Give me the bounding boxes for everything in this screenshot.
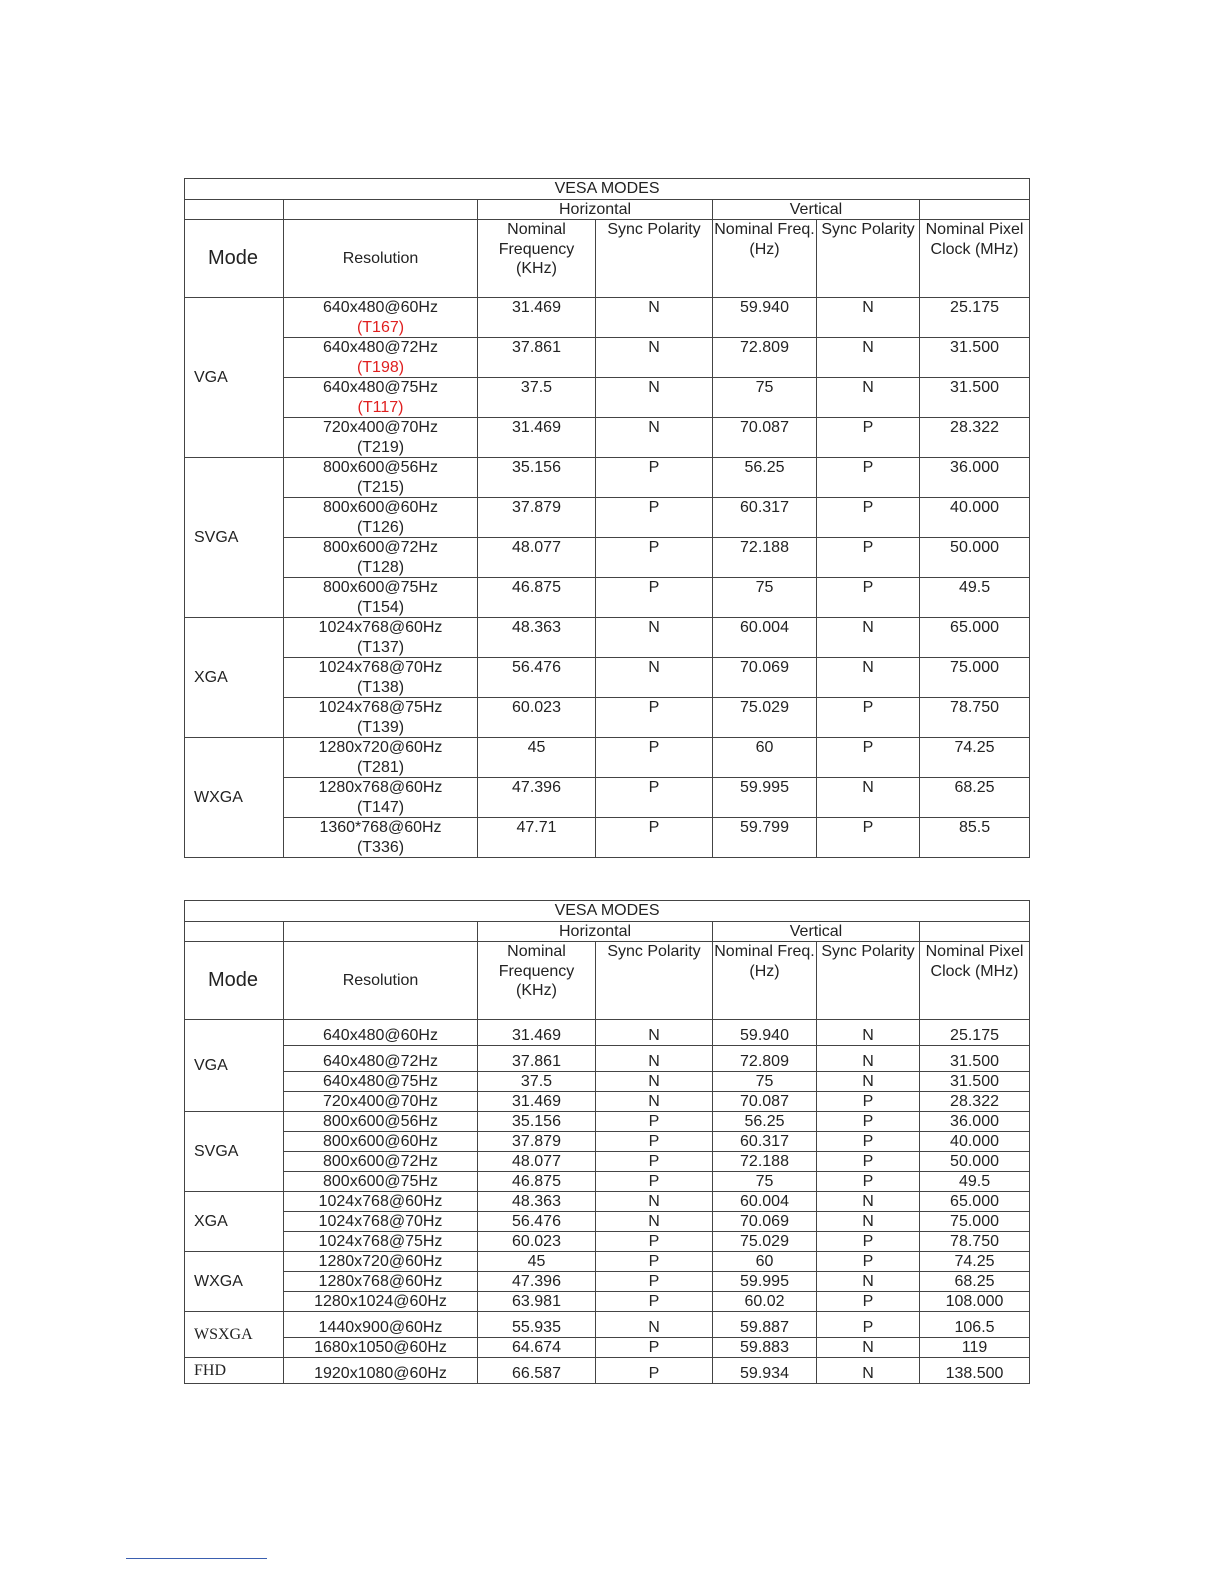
pixel-clock-cell: 50.000 — [920, 1152, 1030, 1172]
pixel-clock-cell: 31.500 — [920, 378, 1030, 418]
h-freq-cell: 37.861 — [478, 338, 596, 378]
timing-code: (T198) — [356, 358, 405, 376]
v-freq-cell: 60.317 — [713, 1132, 817, 1152]
h-freq-cell: 37.861 — [478, 1046, 596, 1072]
header-empty-cell — [185, 921, 284, 942]
h-sync-cell: N — [596, 1192, 713, 1212]
resolution-cell — [284, 338, 478, 378]
h-sync-cell: N — [596, 618, 713, 658]
pixel-clock-cell: 106.5 — [920, 1312, 1030, 1338]
pixel-clock-cell: 78.750 — [920, 698, 1030, 738]
header-empty-cell — [284, 199, 478, 220]
footnote-rule — [126, 1558, 267, 1559]
v-freq-cell: 59.799 — [713, 818, 817, 858]
h-sync-cell: P — [596, 458, 713, 498]
timing-code: (T117) — [357, 398, 404, 416]
resolution-value: 800x600@56Hz — [323, 459, 438, 476]
pixel-clock-cell: 75.000 — [920, 658, 1030, 698]
h-freq-cell: 66.587 — [478, 1358, 596, 1384]
pixel-clock-cell: 31.500 — [920, 1072, 1030, 1092]
pixel-clock-cell: 85.5 — [920, 818, 1030, 858]
v-freq-cell: 75 — [713, 1072, 817, 1092]
v-freq-cell: 70.087 — [713, 418, 817, 458]
table-row — [185, 738, 1030, 778]
resolution-cell — [284, 818, 478, 858]
h-freq-cell: 56.476 — [478, 658, 596, 698]
h-sync-cell: N — [596, 1212, 713, 1232]
v-freq-cell: 59.940 — [713, 298, 817, 338]
v-freq-cell: 59.883 — [713, 1338, 817, 1358]
h-sync-cell: P — [596, 738, 713, 778]
v-freq-column-header: Nominal Freq. (Hz) — [713, 942, 817, 1020]
h-freq-cell: 37.879 — [478, 498, 596, 538]
timing-code: (T281) — [356, 758, 405, 776]
v-freq-cell: 56.25 — [713, 458, 817, 498]
v-sync-column-header: Sync Polarity — [817, 942, 920, 1020]
h-freq-cell: 45 — [478, 1252, 596, 1272]
v-freq-cell: 60.004 — [713, 1192, 817, 1212]
h-sync-cell: N — [596, 418, 713, 458]
v-sync-cell: N — [817, 338, 920, 378]
pixel-clock-cell: 28.322 — [920, 418, 1030, 458]
resolution-value: 1024x768@60Hz — [318, 619, 443, 636]
resolution-cell: 1680x1050@60Hz — [284, 1338, 478, 1358]
h-sync-column-header: Sync Polarity — [596, 942, 713, 1020]
v-sync-cell: P — [817, 1152, 920, 1172]
timing-code: (T154) — [356, 598, 405, 616]
header-empty-cell — [185, 199, 284, 220]
pixel-clock-cell: 31.500 — [920, 1046, 1030, 1072]
h-freq-cell: 31.469 — [478, 1092, 596, 1112]
resolution-cell — [284, 658, 478, 698]
v-sync-cell: P — [817, 1132, 920, 1152]
h-sync-cell: P — [596, 578, 713, 618]
pixel-clock-cell: 68.25 — [920, 1272, 1030, 1292]
header-empty-cell — [920, 199, 1030, 220]
v-sync-cell: P — [817, 1312, 920, 1338]
v-sync-cell: P — [817, 1292, 920, 1312]
v-sync-cell: N — [817, 658, 920, 698]
v-freq-cell: 59.995 — [713, 1272, 817, 1292]
vesa-modes-table-timing — [184, 178, 1030, 858]
v-freq-cell: 75 — [713, 1172, 817, 1192]
timing-code: (T336) — [356, 838, 405, 856]
h-freq-column-header: Nominal Frequency (KHz) — [478, 942, 596, 1020]
v-sync-cell: N — [817, 298, 920, 338]
timing-code: (T139) — [356, 718, 405, 736]
table-row — [185, 1338, 1030, 1358]
resolution-cell — [284, 538, 478, 578]
h-freq-cell: 60.023 — [478, 698, 596, 738]
header-empty-cell — [284, 921, 478, 942]
h-freq-cell: 46.875 — [478, 1172, 596, 1192]
h-sync-cell: P — [596, 1358, 713, 1384]
v-sync-cell: N — [817, 1020, 920, 1046]
table-title: VESA MODES — [185, 901, 1030, 922]
h-sync-cell: P — [596, 1132, 713, 1152]
h-sync-cell: P — [596, 1152, 713, 1172]
h-sync-cell: P — [596, 1338, 713, 1358]
v-freq-cell: 75.029 — [713, 698, 817, 738]
pixel-clock-column-header: Nominal Pixel Clock (MHz) — [920, 942, 1030, 1020]
v-freq-cell: 72.809 — [713, 338, 817, 378]
v-sync-cell: N — [817, 1338, 920, 1358]
v-freq-cell: 60 — [713, 738, 817, 778]
table-row — [185, 698, 1030, 738]
h-freq-cell: 47.71 — [478, 818, 596, 858]
resolution-cell — [284, 738, 478, 778]
resolution-value: 1360*768@60Hz — [319, 819, 442, 836]
resolution-cell: 1920x1080@60Hz — [284, 1358, 478, 1384]
h-freq-cell: 60.023 — [478, 1232, 596, 1252]
resolution-value: 640x480@75Hz — [323, 379, 438, 396]
v-sync-cell: P — [817, 1092, 920, 1112]
table-row — [185, 378, 1030, 418]
table-title: VESA MODES — [185, 179, 1030, 200]
h-sync-cell: P — [596, 538, 713, 578]
table-row — [185, 1152, 1030, 1172]
v-freq-cell: 70.069 — [713, 658, 817, 698]
h-sync-cell: P — [596, 698, 713, 738]
resolution-value: 800x600@75Hz — [323, 579, 438, 596]
v-freq-cell: 59.995 — [713, 778, 817, 818]
h-sync-cell: N — [596, 1046, 713, 1072]
table-row — [185, 1112, 1030, 1132]
h-sync-cell: P — [596, 818, 713, 858]
h-sync-cell: P — [596, 1252, 713, 1272]
mode-group-label: VGA — [185, 1020, 284, 1112]
v-sync-cell: P — [817, 1252, 920, 1272]
table-row — [185, 1252, 1030, 1272]
resolution-cell — [284, 498, 478, 538]
pixel-clock-cell: 49.5 — [920, 578, 1030, 618]
v-sync-cell: N — [817, 778, 920, 818]
h-sync-cell: N — [596, 1092, 713, 1112]
pixel-clock-cell: 65.000 — [920, 1192, 1030, 1212]
h-sync-cell: N — [596, 1072, 713, 1092]
table-row — [185, 1292, 1030, 1312]
table-row — [185, 658, 1030, 698]
h-freq-cell: 48.363 — [478, 1192, 596, 1212]
v-sync-cell: N — [817, 1272, 920, 1292]
resolution-cell: 1024x768@75Hz — [284, 1232, 478, 1252]
table-row — [185, 778, 1030, 818]
h-freq-column-header: Nominal Frequency (KHz) — [478, 220, 596, 298]
resolution-value: 1024x768@70Hz — [318, 659, 443, 676]
table-row — [185, 1020, 1030, 1046]
mode-column-header: Mode — [185, 942, 284, 1020]
h-sync-cell: N — [596, 1020, 713, 1046]
h-sync-cell: P — [596, 1112, 713, 1132]
resolution-cell: 1280x1024@60Hz — [284, 1292, 478, 1312]
v-sync-cell: P — [817, 698, 920, 738]
pixel-clock-cell: 25.175 — [920, 298, 1030, 338]
v-freq-cell: 56.25 — [713, 1112, 817, 1132]
v-sync-cell: N — [817, 1072, 920, 1092]
v-sync-cell: P — [817, 1172, 920, 1192]
v-freq-cell: 59.887 — [713, 1312, 817, 1338]
timing-code: (T215) — [356, 478, 405, 496]
table-row — [185, 418, 1030, 458]
h-freq-cell: 64.674 — [478, 1338, 596, 1358]
v-freq-cell: 60.004 — [713, 618, 817, 658]
resolution-value: 1280x768@60Hz — [318, 779, 443, 796]
table-row — [185, 1232, 1030, 1252]
v-sync-cell: P — [817, 738, 920, 778]
h-freq-cell: 46.875 — [478, 578, 596, 618]
resolution-cell: 1024x768@60Hz — [284, 1192, 478, 1212]
h-freq-cell: 55.935 — [478, 1312, 596, 1338]
v-freq-cell: 75.029 — [713, 1232, 817, 1252]
v-sync-cell: P — [817, 418, 920, 458]
resolution-cell: 640x480@60Hz — [284, 1020, 478, 1046]
resolution-cell — [284, 458, 478, 498]
table-row — [185, 458, 1030, 498]
timing-code: (T147) — [356, 798, 405, 816]
vesa-modes-table-summary — [184, 900, 1030, 1384]
horizontal-group-header: Horizontal — [478, 921, 713, 942]
resolution-value: 640x480@60Hz — [323, 299, 438, 316]
pixel-clock-cell: 50.000 — [920, 538, 1030, 578]
h-freq-cell: 45 — [478, 738, 596, 778]
v-freq-cell: 70.087 — [713, 1092, 817, 1112]
pixel-clock-cell: 25.175 — [920, 1020, 1030, 1046]
table-row — [185, 298, 1030, 338]
resolution-cell: 800x600@75Hz — [284, 1172, 478, 1192]
resolution-cell: 800x600@60Hz — [284, 1132, 478, 1152]
h-freq-cell: 48.077 — [478, 538, 596, 578]
header-empty-cell — [920, 921, 1030, 942]
h-freq-cell: 31.469 — [478, 1020, 596, 1046]
table-row — [185, 1312, 1030, 1338]
v-sync-cell: P — [817, 1112, 920, 1132]
v-sync-cell: N — [817, 378, 920, 418]
pixel-clock-cell: 40.000 — [920, 1132, 1030, 1152]
v-freq-cell: 72.188 — [713, 1152, 817, 1172]
table-row — [185, 578, 1030, 618]
mode-group-label: XGA — [185, 1192, 284, 1252]
mode-group-label: WXGA — [185, 1252, 284, 1312]
resolution-cell: 640x480@75Hz — [284, 1072, 478, 1092]
h-sync-cell: P — [596, 1172, 713, 1192]
v-freq-cell: 59.934 — [713, 1358, 817, 1384]
h-sync-column-header: Sync Polarity — [596, 220, 713, 298]
pixel-clock-cell: 36.000 — [920, 458, 1030, 498]
table-row — [185, 1092, 1030, 1112]
mode-group-label: FHD — [185, 1358, 284, 1384]
timing-code: (T219) — [356, 438, 405, 456]
v-sync-cell: P — [817, 458, 920, 498]
resolution-cell — [284, 778, 478, 818]
mode-group-label: SVGA — [185, 458, 284, 618]
timing-code: (T137) — [356, 638, 405, 656]
pixel-clock-column-header: Nominal Pixel Clock (MHz) — [920, 220, 1030, 298]
v-sync-cell: N — [817, 1358, 920, 1384]
pixel-clock-cell: 68.25 — [920, 778, 1030, 818]
pixel-clock-cell: 65.000 — [920, 618, 1030, 658]
resolution-cell: 1280x720@60Hz — [284, 1252, 478, 1272]
v-freq-cell: 72.809 — [713, 1046, 817, 1072]
pixel-clock-cell: 119 — [920, 1338, 1030, 1358]
v-sync-cell: P — [817, 538, 920, 578]
resolution-cell: 800x600@56Hz — [284, 1112, 478, 1132]
v-freq-column-header: Nominal Freq. (Hz) — [713, 220, 817, 298]
resolution-value: 1280x720@60Hz — [318, 739, 443, 756]
pixel-clock-cell: 78.750 — [920, 1232, 1030, 1252]
resolution-column-header: Resolution — [284, 220, 478, 298]
resolution-cell — [284, 578, 478, 618]
resolution-cell: 1024x768@70Hz — [284, 1212, 478, 1232]
table-row — [185, 498, 1030, 538]
h-sync-cell: N — [596, 1312, 713, 1338]
table-row — [185, 538, 1030, 578]
horizontal-group-header: Horizontal — [478, 199, 713, 220]
table-row — [185, 1172, 1030, 1192]
resolution-cell: 640x480@72Hz — [284, 1046, 478, 1072]
table-row — [185, 1212, 1030, 1232]
resolution-cell: 800x600@72Hz — [284, 1152, 478, 1172]
table-row — [185, 338, 1030, 378]
pixel-clock-cell: 74.25 — [920, 738, 1030, 778]
resolution-cell — [284, 378, 478, 418]
h-freq-cell: 37.5 — [478, 378, 596, 418]
v-sync-cell: P — [817, 1232, 920, 1252]
timing-code: (T138) — [356, 678, 405, 696]
h-freq-cell: 37.879 — [478, 1132, 596, 1152]
mode-group-label: SVGA — [185, 1112, 284, 1192]
h-freq-cell: 48.077 — [478, 1152, 596, 1172]
resolution-cell — [284, 618, 478, 658]
table-row — [185, 818, 1030, 858]
v-freq-cell: 75 — [713, 378, 817, 418]
h-freq-cell: 56.476 — [478, 1212, 596, 1232]
table-row — [185, 1046, 1030, 1072]
h-freq-cell: 35.156 — [478, 1112, 596, 1132]
pixel-clock-cell: 138.500 — [920, 1358, 1030, 1384]
h-sync-cell: P — [596, 498, 713, 538]
timing-code: (T128) — [356, 558, 405, 576]
mode-group-label: VGA — [185, 298, 284, 458]
h-sync-cell: P — [596, 778, 713, 818]
v-freq-cell: 60.317 — [713, 498, 817, 538]
h-freq-cell: 47.396 — [478, 778, 596, 818]
resolution-cell — [284, 298, 478, 338]
timing-code: (T126) — [356, 518, 405, 536]
v-sync-column-header: Sync Polarity — [817, 220, 920, 298]
h-sync-cell: N — [596, 378, 713, 418]
pixel-clock-cell: 49.5 — [920, 1172, 1030, 1192]
resolution-cell: 720x400@70Hz — [284, 1092, 478, 1112]
resolution-cell — [284, 418, 478, 458]
h-sync-cell: N — [596, 338, 713, 378]
v-sync-cell: P — [817, 818, 920, 858]
pixel-clock-cell: 40.000 — [920, 498, 1030, 538]
resolution-column-header: Resolution — [284, 942, 478, 1020]
v-sync-cell: P — [817, 578, 920, 618]
table-row — [185, 1358, 1030, 1384]
v-sync-cell: N — [817, 1046, 920, 1072]
table-row — [185, 618, 1030, 658]
h-freq-cell: 63.981 — [478, 1292, 596, 1312]
resolution-cell: 1280x768@60Hz — [284, 1272, 478, 1292]
v-sync-cell: N — [817, 1192, 920, 1212]
pixel-clock-cell: 36.000 — [920, 1112, 1030, 1132]
v-freq-cell: 59.940 — [713, 1020, 817, 1046]
v-freq-cell: 60.02 — [713, 1292, 817, 1312]
h-sync-cell: P — [596, 1272, 713, 1292]
mode-group-label: WSXGA — [185, 1312, 284, 1358]
pixel-clock-cell: 74.25 — [920, 1252, 1030, 1272]
resolution-value: 640x480@72Hz — [323, 339, 438, 356]
v-freq-cell: 60 — [713, 1252, 817, 1272]
h-freq-cell: 48.363 — [478, 618, 596, 658]
h-freq-cell: 47.396 — [478, 1272, 596, 1292]
pixel-clock-cell: 75.000 — [920, 1212, 1030, 1232]
resolution-value: 800x600@60Hz — [323, 499, 438, 516]
pixel-clock-cell: 108.000 — [920, 1292, 1030, 1312]
v-freq-cell: 75 — [713, 578, 817, 618]
table-row — [185, 1072, 1030, 1092]
h-sync-cell: N — [596, 658, 713, 698]
mode-group-label: WXGA — [185, 738, 284, 858]
h-sync-cell: P — [596, 1232, 713, 1252]
resolution-value: 1024x768@75Hz — [318, 699, 443, 716]
v-sync-cell: P — [817, 498, 920, 538]
mode-group-label: XGA — [185, 618, 284, 738]
h-sync-cell: P — [596, 1292, 713, 1312]
resolution-cell — [284, 698, 478, 738]
timing-code: (T167) — [356, 318, 405, 336]
resolution-value: 800x600@72Hz — [323, 539, 438, 556]
mode-column-header: Mode — [185, 220, 284, 298]
resolution-cell: 1440x900@60Hz — [284, 1312, 478, 1338]
v-freq-cell: 70.069 — [713, 1212, 817, 1232]
h-freq-cell: 37.5 — [478, 1072, 596, 1092]
h-sync-cell: N — [596, 298, 713, 338]
table-row — [185, 1192, 1030, 1212]
vertical-group-header: Vertical — [713, 921, 920, 942]
v-sync-cell: N — [817, 618, 920, 658]
table-row — [185, 1272, 1030, 1292]
vertical-group-header: Vertical — [713, 199, 920, 220]
v-sync-cell: N — [817, 1212, 920, 1232]
pixel-clock-cell: 28.322 — [920, 1092, 1030, 1112]
table-row — [185, 1132, 1030, 1152]
h-freq-cell: 31.469 — [478, 418, 596, 458]
h-freq-cell: 31.469 — [478, 298, 596, 338]
resolution-value: 720x400@70Hz — [323, 419, 438, 436]
pixel-clock-cell: 31.500 — [920, 338, 1030, 378]
h-freq-cell: 35.156 — [478, 458, 596, 498]
v-freq-cell: 72.188 — [713, 538, 817, 578]
